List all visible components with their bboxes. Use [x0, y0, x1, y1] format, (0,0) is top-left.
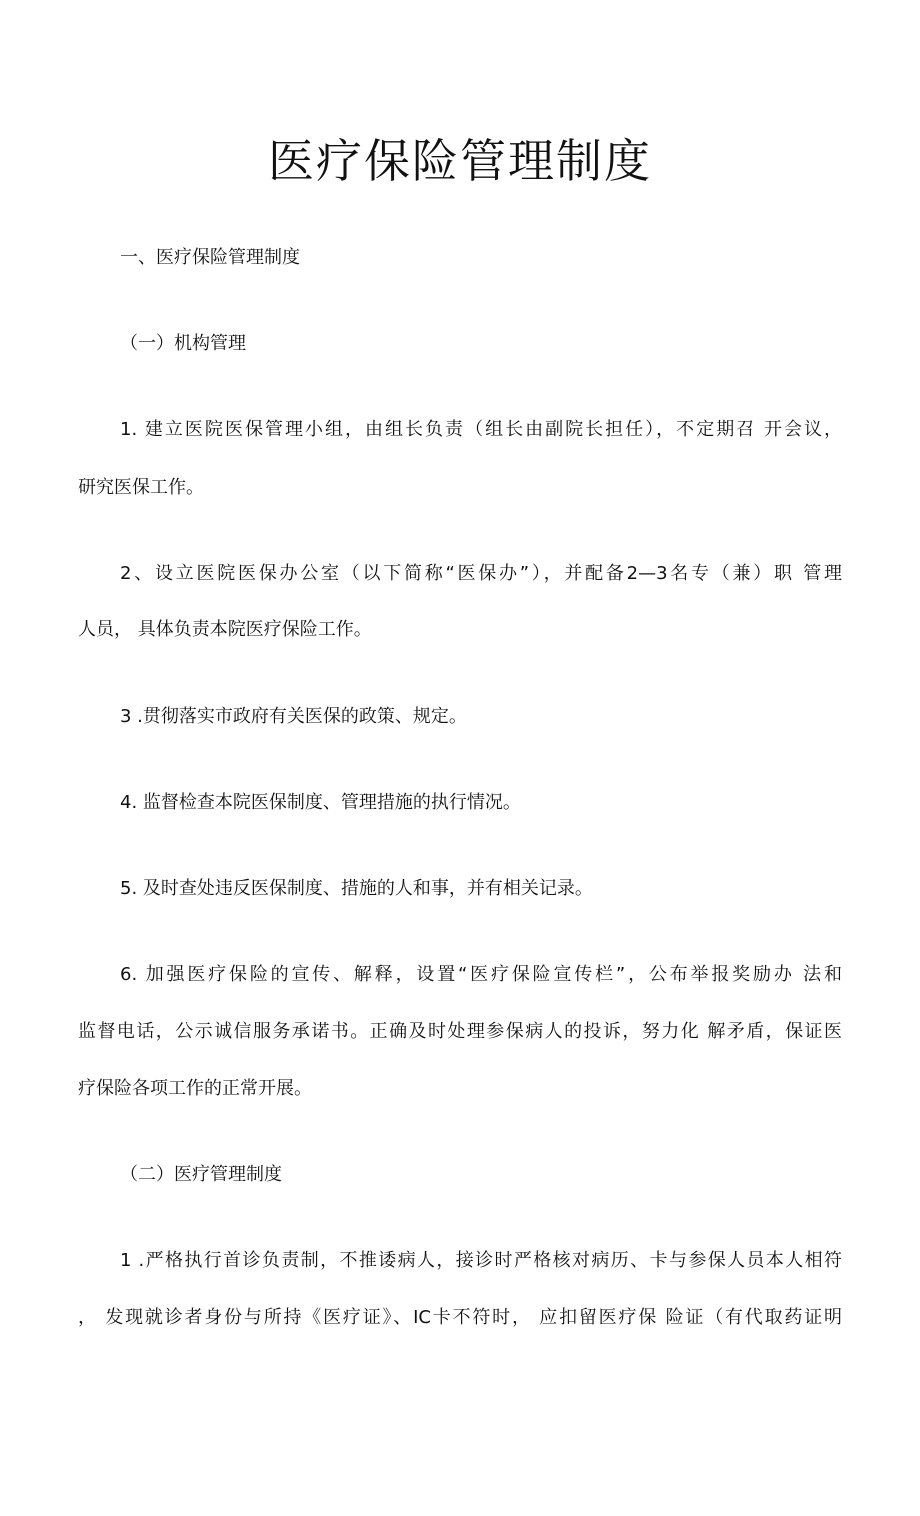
paragraph-line: 人员， 具体负责本院医疗保险工作。 — [78, 619, 372, 640]
paragraph-line: ， 发现就诊者身份与所持《医疗证》、IC卡不符时， 应扣留医疗保 险证（有代取药证明 — [78, 1307, 842, 1328]
paragraph-line: 2、设立医院医保办公室（以下简称“医保办”），并配备2—3名专（兼）职 管理 — [120, 563, 842, 584]
paragraph-line: 研究医保工作。 — [78, 477, 204, 498]
paragraph-line: 监督电话，公示诚信服务承诺书。正确及时处理参保病人的投诉，努力化 解矛盾，保证医 — [78, 1021, 842, 1042]
paragraph-line: 1 .严格执行首诊负责制，不推诿病人，接诊时严格核对病历、卡与参保人员本人相符 — [120, 1250, 842, 1271]
paragraph-line: 3 .贯彻落实市政府有关医保的政策、规定。 — [120, 706, 467, 727]
subsection-heading: （二）医疗管理制度 — [120, 1164, 282, 1185]
paragraph-line: 疗保险各项工作的正常开展。 — [78, 1078, 312, 1099]
document-title: 医疗保险管理制度 — [268, 134, 652, 188]
paragraph-line: 4. 监督检查本院医保制度、管理措施的执行情况。 — [120, 792, 521, 813]
paragraph-line: 6. 加强医疗保险的宣传、解释，设置“医疗保险宣传栏”，公布举报奖励办 法和 — [120, 964, 842, 985]
paragraph-line: 1. 建立医院医保管理小组，由组长负责（组长由副院长担任），不定期召 开会议， — [120, 419, 842, 440]
section-heading: 一、医疗保险管理制度 — [120, 247, 300, 268]
subsection-heading: （一）机构管理 — [120, 333, 246, 354]
paragraph-line: 5. 及时查处违反医保制度、措施的人和事，并有相关记录。 — [120, 878, 593, 899]
